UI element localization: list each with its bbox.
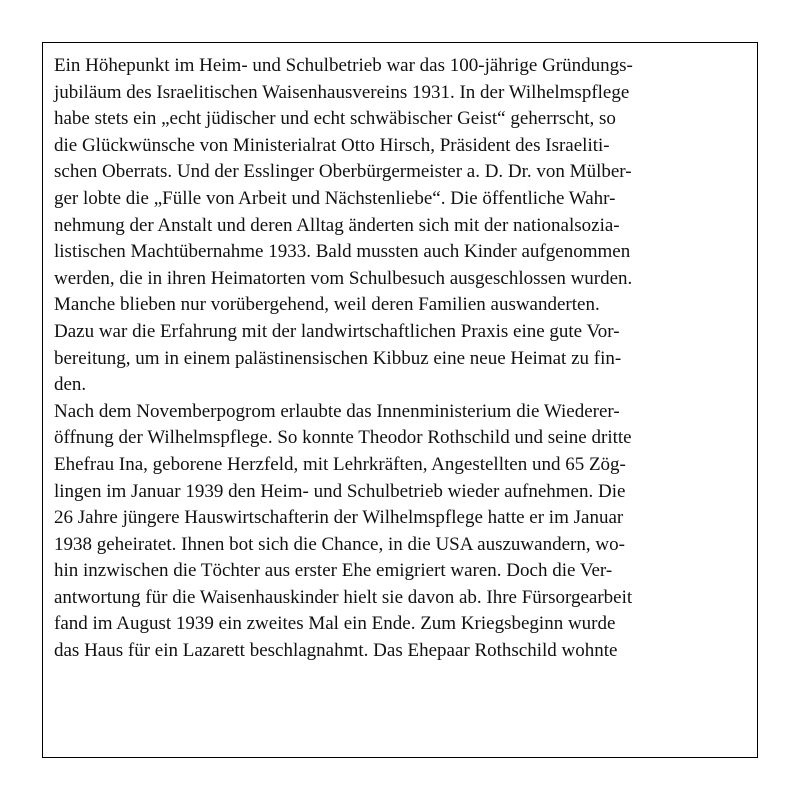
text-line: 1938 geheiratet. Ihnen bot sich die Chance, in die USA auszuwandern, wo- — [54, 533, 625, 555]
document-text — [54, 53, 754, 665]
text-line: Ein Höhepunkt im Heim- und Schulbetrieb war das 100-jährige Gründungs- — [54, 55, 633, 76]
text-line: die Glückwünsche von Ministerialrat Otto Hirsch, Präsident des Israeliti- — [54, 134, 610, 156]
text-line: 26 Jahre jüngere Hauswirtschafterin der Wilhelmspflege hatte er im Januar — [54, 507, 624, 529]
text-line: listischen Machtübernahme 1933. Bald mussten auch Kinder aufgenommen — [54, 241, 631, 263]
text-line: antwortung für die Waisenhauskinder hielt sie davon ab. Ihre Fürsorgearbeit — [54, 586, 633, 608]
text-line: den. — [54, 374, 87, 396]
text-line: werden, die in ihren Heimatorten vom Schulbesuch ausgeschlossen wurden. — [54, 267, 633, 289]
text-line: Ehefrau Ina, geborene Herzfeld, mit Lehrkräften, Angestellten und 65 Zög- — [54, 453, 626, 475]
text-line: habe stets ein „echt jüdischer und echt schwäbischer Geist“ geherrscht, so — [54, 108, 616, 130]
text-line: fand im August 1939 ein zweites Mal ein Ende. Zum Kriegsbeginn wurde — [54, 613, 616, 635]
text-line: nehmung der Anstalt und deren Alltag änderten sich mit der nationalsozia- — [54, 214, 620, 236]
text-line: jubiläum des Israelitischen Waisenhausvereins 1931. In der Wilhelmspflege — [54, 81, 630, 103]
text-line: Nach dem Novemberpogrom erlaubte das Innenministerium die Wiederer- — [54, 400, 620, 422]
text-line: Dazu war die Erfahrung mit der landwirtschaftlichen Praxis eine gute Vor- — [54, 320, 620, 342]
text-line: schen Oberrats. Und der Esslinger Oberbürgermeister a. D. Dr. von Mülber- — [54, 161, 632, 183]
text-line: lingen im Januar 1939 den Heim- und Schulbetrieb wieder aufnehmen. Die — [54, 480, 626, 502]
text-line: ger lobte die „Fülle von Arbeit und Nächstenliebe“. Die öffentliche Wahr- — [54, 187, 616, 209]
text-line: das Haus für ein Lazarett beschlagnahmt. Das Ehepaar Rothschild wohnte — [54, 640, 618, 662]
text-line: bereitung, um in einem palästinensischen Kibbuz eine neue Heimat zu fin- — [54, 347, 622, 369]
text-line: Manche blieben nur vorübergehend, weil deren Familien auswanderten. — [54, 294, 600, 316]
text-line: hin inzwischen die Töchter aus erster Ehe emigriert waren. Doch die Ver- — [54, 560, 613, 582]
text-line: öffnung der Wilhelmspflege. So konnte Theodor Rothschild und seine dritte — [54, 427, 632, 449]
